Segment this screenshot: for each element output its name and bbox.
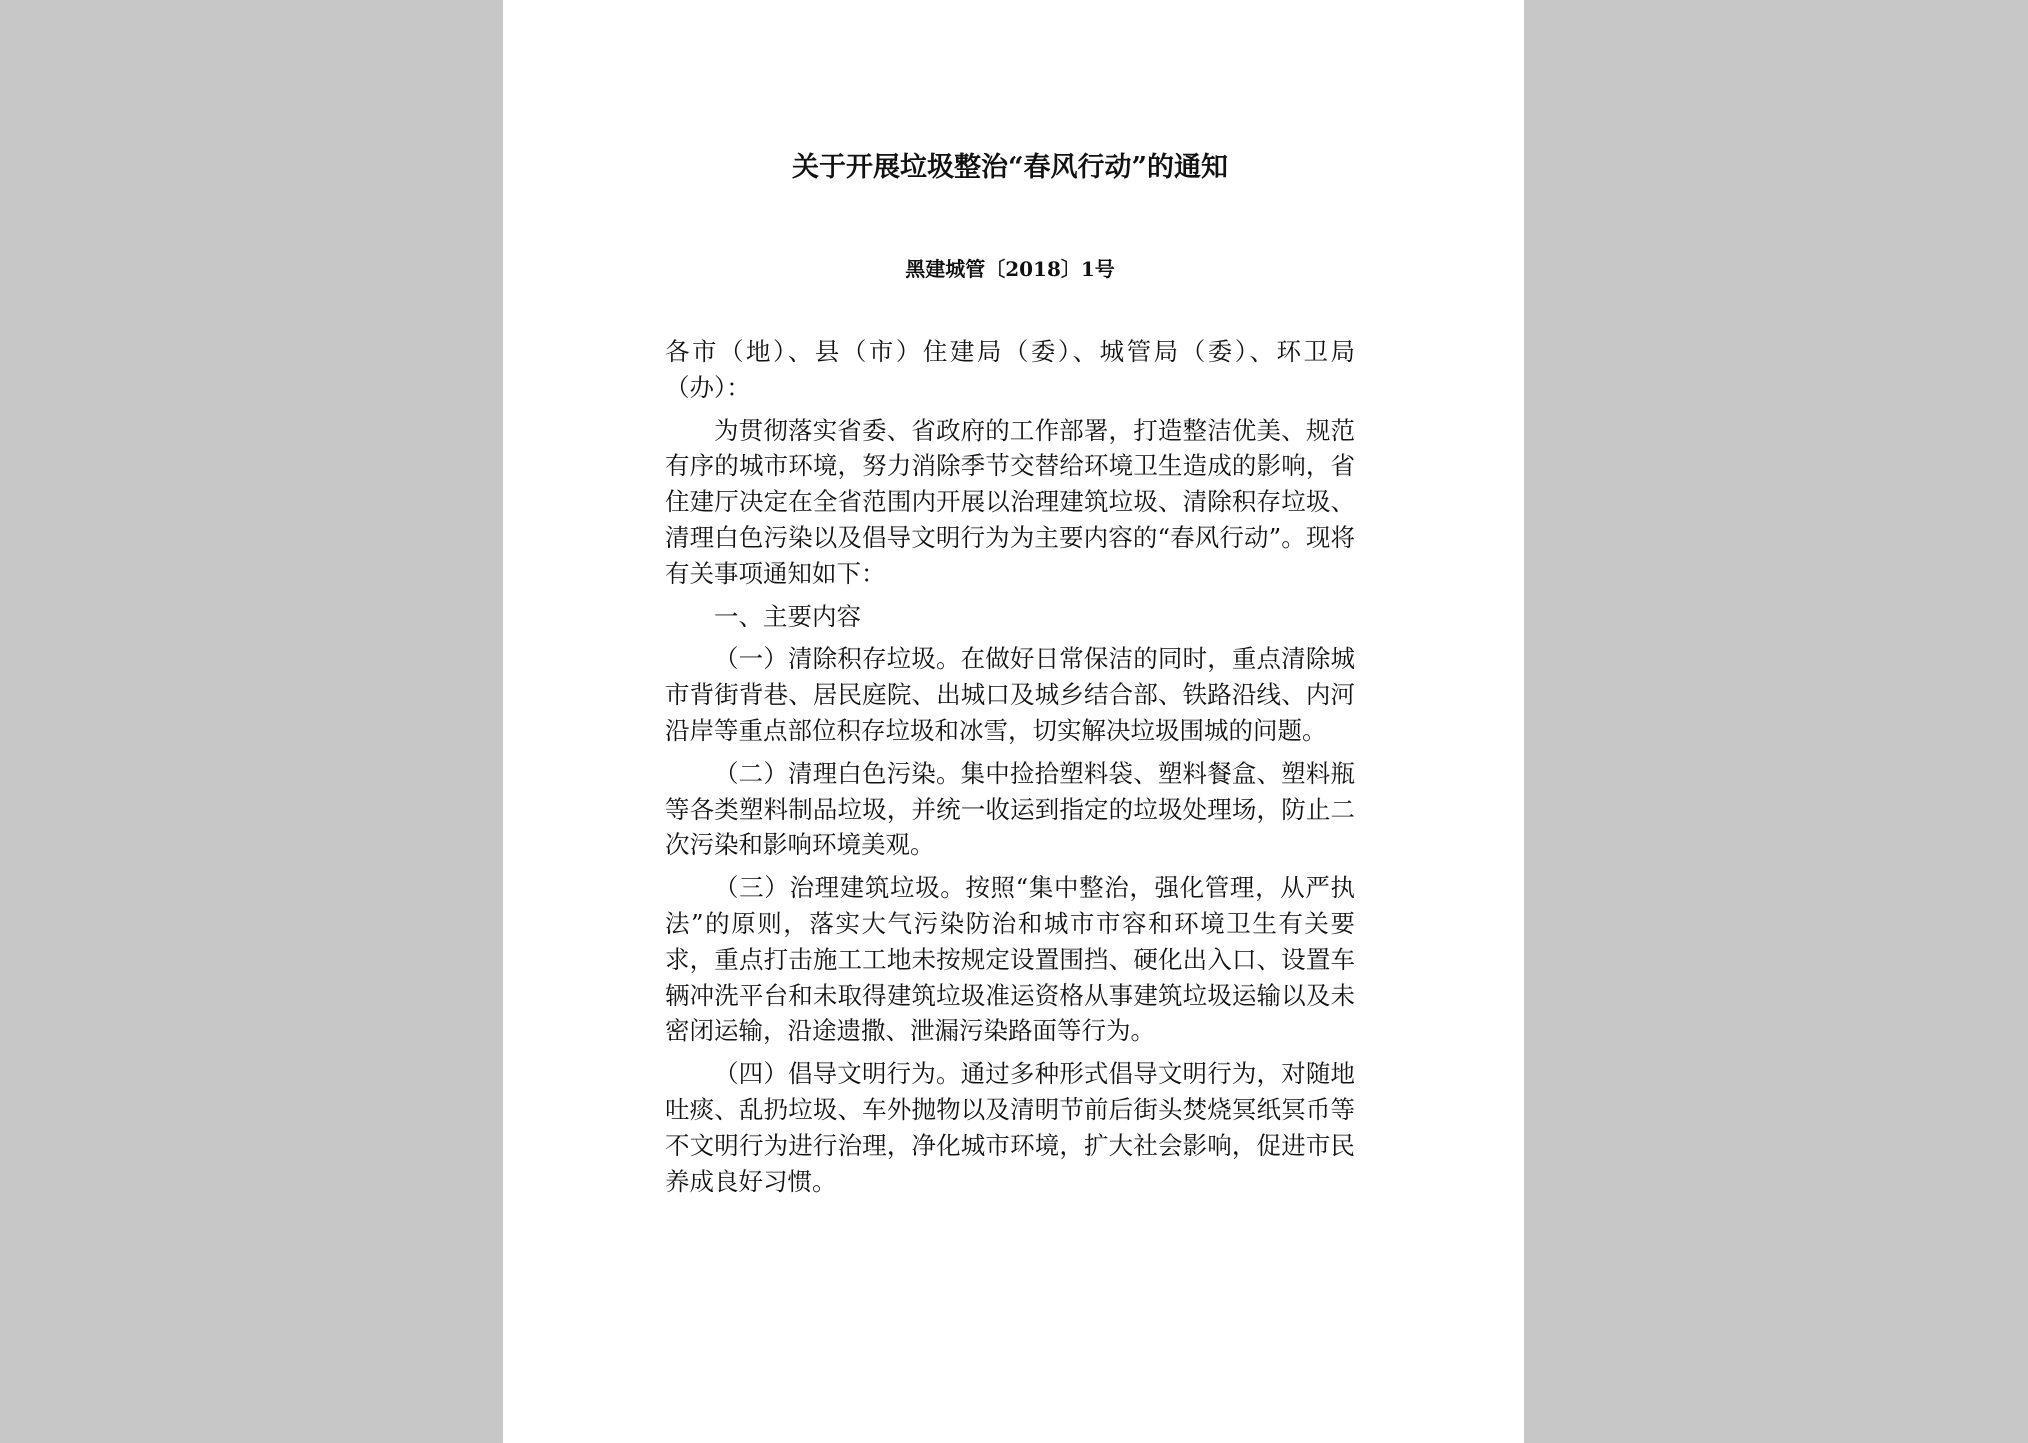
document-number: 黑建城管〔2018〕1号: [905, 257, 1115, 281]
paragraph-item-1: （一）清除积存垃圾。在做好日常保洁的同时，重点清除城市背街背巷、居民庭院、出城口及城乡结合部、铁路沿线、内河沿岸等重点部位积存垃圾和冰雪，切实解决垃圾围城的问题。: [665, 644, 1355, 745]
paragraph-item-2: （二）清理白色污染。集中捡拾塑料袋、塑料餐盒、塑料瓶等各类塑料制品垃圾，并统一收运到指定的垃圾处理场，防止二次污染和影响环境美观。: [665, 758, 1355, 860]
paragraph-item-3: （三）治理建筑垃圾。按照“集中整治，强化管理，从严执法”的原则，落实大气污染防治和城市市容和环境卫生有关要求，重点打击施工工地未按规定设置围挡、硬化出入口、设置车辆冲洗平台和未取得建筑垃圾准运资格从事建筑垃圾运输以及未密闭运输，沿途遗撒、泄漏污染路面等行为。: [665, 873, 1355, 1046]
salutation: 各市（地）、县（市）住建局（委）、城管局（委）、环卫局（办）：: [665, 337, 1355, 402]
paragraph-item-4: （四）倡导文明行为。通过多种形式倡导文明行为，对随地吐痰、乱扔垃圾、车外抛物以及清明节前后街头焚烧冥纸冥币等不文明行为进行治理，净化城市环境，扩大社会影响，促进市民养成良好习惯。: [665, 1059, 1355, 1196]
paragraph-intro: 为贯彻落实省委、省政府的工作部署，打造整洁优美、规范有序的城市环境，努力消除季节交替给环境卫生造成的影响，省住建厅决定在全省范围内开展以治理建筑垃圾、清除积存垃圾、清理白色污染以及倡导文明行为为主要内容的“春风行动”。现将有关事项通知如下：: [665, 415, 1355, 588]
document-title: 关于开展垃圾整治“春风行动”的通知: [791, 152, 1229, 183]
section-heading-main-content: 一、主要内容: [714, 601, 861, 631]
document-body: [665, 334, 1355, 1206]
document-page: [503, 0, 1524, 1443]
